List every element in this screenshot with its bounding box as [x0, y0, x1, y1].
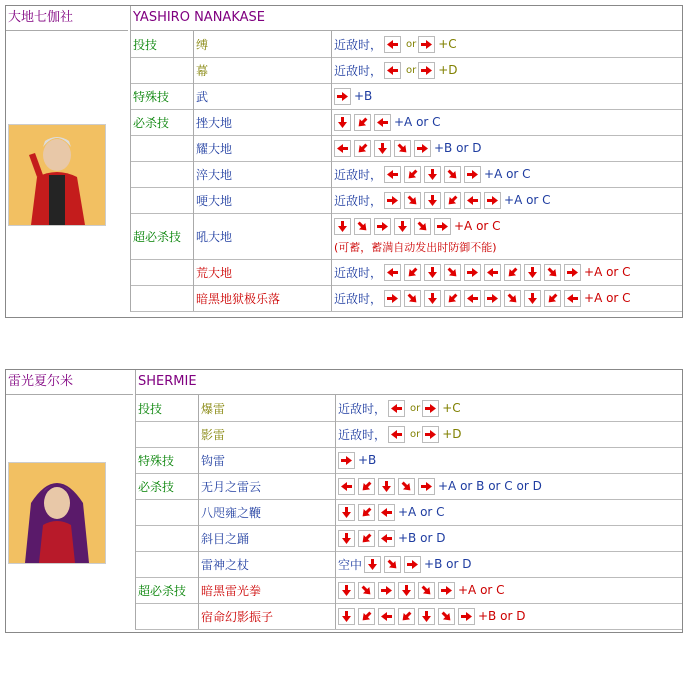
move-command: [335, 395, 682, 421]
move-name: [193, 57, 332, 83]
downright-arrow-icon: [354, 218, 371, 235]
move-name: [198, 603, 336, 629]
move-command: [335, 603, 682, 629]
right-arrow-icon: [414, 140, 431, 157]
left-arrow-icon: [464, 192, 481, 209]
move-category: [131, 57, 193, 83]
move-row: [130, 213, 682, 260]
downright-arrow-icon: [398, 478, 415, 495]
move-name-label: 暗黑地狱极乐落: [196, 291, 281, 306]
character-title-cn: 雷光夏尔米: [6, 370, 133, 395]
move-name-label: 斜目之踊: [201, 531, 250, 546]
move-name: [193, 259, 332, 285]
move-row: [130, 161, 682, 188]
move-category: [136, 551, 198, 577]
move-category: [136, 577, 198, 603]
right-arrow-icon: [418, 478, 435, 495]
down-arrow-icon: [524, 264, 541, 281]
move-name-label: 无月之雷云: [201, 479, 262, 494]
move-row: [130, 259, 682, 286]
character-title-en: YASHIRO NANAKASE: [130, 6, 682, 31]
command-button: +A or C: [454, 219, 501, 233]
move-row: [130, 187, 682, 214]
move-row: [130, 57, 682, 84]
downright-arrow-icon: [444, 166, 461, 183]
move-name-label: 钩雷: [201, 453, 226, 468]
down-arrow-icon: [334, 114, 351, 131]
right-arrow-icon: [438, 582, 455, 599]
move-row: [135, 447, 682, 474]
command-prefix: 近敌时，: [334, 167, 383, 182]
right-arrow-icon: [338, 452, 355, 469]
down-arrow-icon: [338, 582, 355, 599]
downright-arrow-icon: [414, 218, 431, 235]
left-arrow-icon: [378, 608, 395, 625]
yashiro-section: [5, 5, 683, 318]
move-row: [135, 525, 682, 552]
command-prefix: 近敌时，: [338, 401, 387, 416]
right-arrow-icon: [484, 290, 501, 307]
move-name: [198, 577, 336, 603]
right-arrow-icon: [564, 264, 581, 281]
left-arrow-icon: [334, 140, 351, 157]
command-button: +B or D: [434, 141, 482, 155]
move-row: [135, 499, 682, 526]
move-row: [130, 109, 682, 136]
command-button: +A or C: [398, 505, 445, 519]
move-category: [136, 421, 198, 447]
move-row: [135, 421, 682, 448]
command-button: +D: [442, 427, 462, 441]
move-command: [335, 551, 682, 577]
left-arrow-icon: [384, 264, 401, 281]
or-label: or: [406, 64, 417, 76]
move-row: [135, 551, 682, 578]
shermie-section: [5, 369, 683, 633]
command-prefix: 近敌时，: [334, 265, 383, 280]
move-command: [331, 161, 682, 187]
move-name: [193, 31, 332, 57]
downleft-arrow-icon: [358, 530, 375, 547]
downleft-arrow-icon: [544, 290, 561, 307]
move-category: [131, 187, 193, 213]
move-command: [331, 57, 682, 83]
right-arrow-icon: [464, 264, 481, 281]
downright-arrow-icon: [544, 264, 561, 281]
command-button: +B: [358, 453, 377, 467]
right-arrow-icon: [334, 88, 351, 105]
left-arrow-icon: [378, 530, 395, 547]
move-category: [131, 213, 193, 259]
downright-arrow-icon: [384, 556, 401, 573]
move-name: [198, 473, 336, 499]
right-arrow-icon: [422, 426, 439, 443]
downright-arrow-icon: [418, 582, 435, 599]
move-category: [131, 83, 193, 109]
left-arrow-icon: [388, 400, 405, 417]
move-name-label: 耀大地: [196, 141, 233, 156]
move-name-label: 八咫雍之鞭: [201, 505, 262, 520]
move-name-label: 幕: [196, 63, 209, 78]
down-arrow-icon: [424, 264, 441, 281]
down-arrow-icon: [338, 530, 355, 547]
command-prefix: 近敌时，: [334, 63, 383, 78]
command-prefix: 近敌时，: [334, 291, 383, 306]
move-command: [335, 447, 682, 473]
downleft-arrow-icon: [358, 478, 375, 495]
or-label: or: [410, 428, 421, 440]
command-button: +A or C: [394, 115, 441, 129]
down-arrow-icon: [394, 218, 411, 235]
right-arrow-icon: [378, 582, 395, 599]
right-arrow-icon: [458, 608, 475, 625]
move-name-label: 挫大地: [196, 115, 233, 130]
move-command: [331, 135, 682, 161]
down-arrow-icon: [524, 290, 541, 307]
down-arrow-icon: [424, 192, 441, 209]
downright-arrow-icon: [358, 582, 375, 599]
right-arrow-icon: [404, 556, 421, 573]
move-command: [335, 577, 682, 603]
right-arrow-icon: [422, 400, 439, 417]
command-prefix: 空中: [338, 557, 363, 572]
down-arrow-icon: [418, 608, 435, 625]
left-arrow-icon: [384, 62, 401, 79]
command-note: (可蓄，蓄满自动发出时防御不能): [334, 240, 497, 254]
down-arrow-icon: [338, 608, 355, 625]
left-arrow-icon: [384, 36, 401, 53]
left-arrow-icon: [374, 114, 391, 131]
character-portrait: [8, 462, 106, 564]
downleft-arrow-icon: [354, 140, 371, 157]
move-name: [193, 161, 332, 187]
move-name-label: 暗黑雷光拳: [201, 583, 262, 598]
move-category: [131, 109, 193, 135]
move-name-label: 雷神之杖: [201, 557, 250, 572]
command-button: +B or D: [478, 609, 526, 623]
character-title-en: SHERMIE: [135, 370, 682, 395]
command-button: +D: [438, 63, 458, 77]
command-button: +A or C: [458, 583, 505, 597]
downleft-arrow-icon: [398, 608, 415, 625]
right-arrow-icon: [464, 166, 481, 183]
move-row: [130, 285, 682, 312]
command-button: +A or B or C or D: [438, 479, 542, 493]
right-arrow-icon: [434, 218, 451, 235]
downright-arrow-icon: [444, 264, 461, 281]
downleft-arrow-icon: [404, 264, 421, 281]
downleft-arrow-icon: [354, 114, 371, 131]
move-name: [193, 109, 332, 135]
command-button: +A or C: [584, 291, 631, 305]
move-name: [198, 421, 336, 447]
move-name: [198, 499, 336, 525]
downright-arrow-icon: [504, 290, 521, 307]
downleft-arrow-icon: [358, 608, 375, 625]
move-command: [331, 187, 682, 213]
or-label: or: [406, 38, 417, 50]
command-button: +B: [354, 89, 373, 103]
command-prefix: 近敌时，: [338, 427, 387, 442]
move-category: [136, 499, 198, 525]
downleft-arrow-icon: [504, 264, 521, 281]
left-arrow-icon: [564, 290, 581, 307]
move-name: [193, 213, 332, 259]
move-command: [331, 259, 682, 285]
move-row: [135, 473, 682, 500]
down-arrow-icon: [424, 290, 441, 307]
move-name-label: 爆雷: [201, 401, 226, 416]
command-button: +A or C: [584, 265, 631, 279]
command-button: +B or D: [424, 557, 472, 571]
move-name-label: 武: [196, 89, 209, 104]
move-category: [131, 135, 193, 161]
move-name-label: 吼大地: [196, 229, 233, 244]
downleft-arrow-icon: [444, 192, 461, 209]
move-command: [331, 83, 682, 109]
command-button: +B or D: [398, 531, 446, 545]
left-arrow-icon: [384, 166, 401, 183]
move-category: [136, 395, 198, 421]
left-arrow-icon: [338, 478, 355, 495]
move-category: [136, 603, 198, 629]
move-category-label: 超必杀技: [138, 583, 187, 598]
move-category-label: 特殊技: [133, 89, 170, 104]
move-command: [331, 285, 682, 311]
move-category: [131, 161, 193, 187]
move-name-label: 影雷: [201, 427, 226, 442]
move-name: [198, 447, 336, 473]
move-command: [335, 421, 682, 447]
downleft-arrow-icon: [444, 290, 461, 307]
move-command: [335, 525, 682, 551]
move-category-label: 投技: [138, 401, 163, 416]
command-button: +A or C: [504, 193, 551, 207]
down-arrow-icon: [334, 218, 351, 235]
downright-arrow-icon: [404, 290, 421, 307]
command-prefix: 近敌时，: [334, 37, 383, 52]
move-category: [131, 285, 193, 311]
down-arrow-icon: [338, 504, 355, 521]
move-category: [136, 473, 198, 499]
character-portrait: [8, 124, 106, 226]
right-arrow-icon: [418, 36, 435, 53]
down-arrow-icon: [378, 478, 395, 495]
move-name: [193, 187, 332, 213]
move-command: [331, 213, 682, 259]
downright-arrow-icon: [394, 140, 411, 157]
move-row: [135, 395, 682, 422]
move-name-label: 淬大地: [196, 167, 233, 182]
move-category-label: 必杀技: [138, 479, 175, 494]
downright-arrow-icon: [438, 608, 455, 625]
move-row: [130, 31, 682, 58]
or-label: or: [410, 402, 421, 414]
move-name-label: 哽大地: [196, 193, 233, 208]
down-arrow-icon: [398, 582, 415, 599]
move-name-label: 缚: [196, 37, 209, 52]
command-button: +C: [438, 37, 457, 51]
down-arrow-icon: [424, 166, 441, 183]
move-name: [198, 525, 336, 551]
right-arrow-icon: [484, 192, 501, 209]
move-category: [136, 525, 198, 551]
left-arrow-icon: [484, 264, 501, 281]
move-name: [193, 285, 332, 311]
downright-arrow-icon: [404, 192, 421, 209]
move-category-label: 投技: [133, 37, 158, 52]
move-name-label: 宿命幻影振子: [201, 609, 274, 624]
move-category-label: 必杀技: [133, 115, 170, 130]
move-category-label: 超必杀技: [133, 229, 182, 244]
move-command: [331, 109, 682, 135]
move-command: [335, 499, 682, 525]
move-row: [135, 577, 682, 604]
down-arrow-icon: [364, 556, 381, 573]
move-row: [130, 135, 682, 162]
right-arrow-icon: [374, 218, 391, 235]
move-name: [193, 83, 332, 109]
command-button: +C: [442, 401, 461, 415]
right-arrow-icon: [418, 62, 435, 79]
move-command: [335, 473, 682, 499]
character-title-cn: 大地七伽社: [6, 6, 128, 31]
right-arrow-icon: [384, 192, 401, 209]
move-category: [136, 447, 198, 473]
move-row: [130, 83, 682, 110]
move-category: [131, 259, 193, 285]
move-name-label: 荒大地: [196, 265, 233, 280]
down-arrow-icon: [374, 140, 391, 157]
move-command: [331, 31, 682, 57]
right-arrow-icon: [384, 290, 401, 307]
move-row: [135, 603, 682, 630]
downleft-arrow-icon: [358, 504, 375, 521]
left-arrow-icon: [464, 290, 481, 307]
move-category-label: 特殊技: [138, 453, 175, 468]
move-category: [131, 31, 193, 57]
command-button: +A or C: [484, 167, 531, 181]
move-name: [193, 135, 332, 161]
downleft-arrow-icon: [404, 166, 421, 183]
move-name: [198, 551, 336, 577]
command-prefix: 近敌时，: [334, 193, 383, 208]
left-arrow-icon: [378, 504, 395, 521]
left-arrow-icon: [388, 426, 405, 443]
move-name: [198, 395, 336, 421]
